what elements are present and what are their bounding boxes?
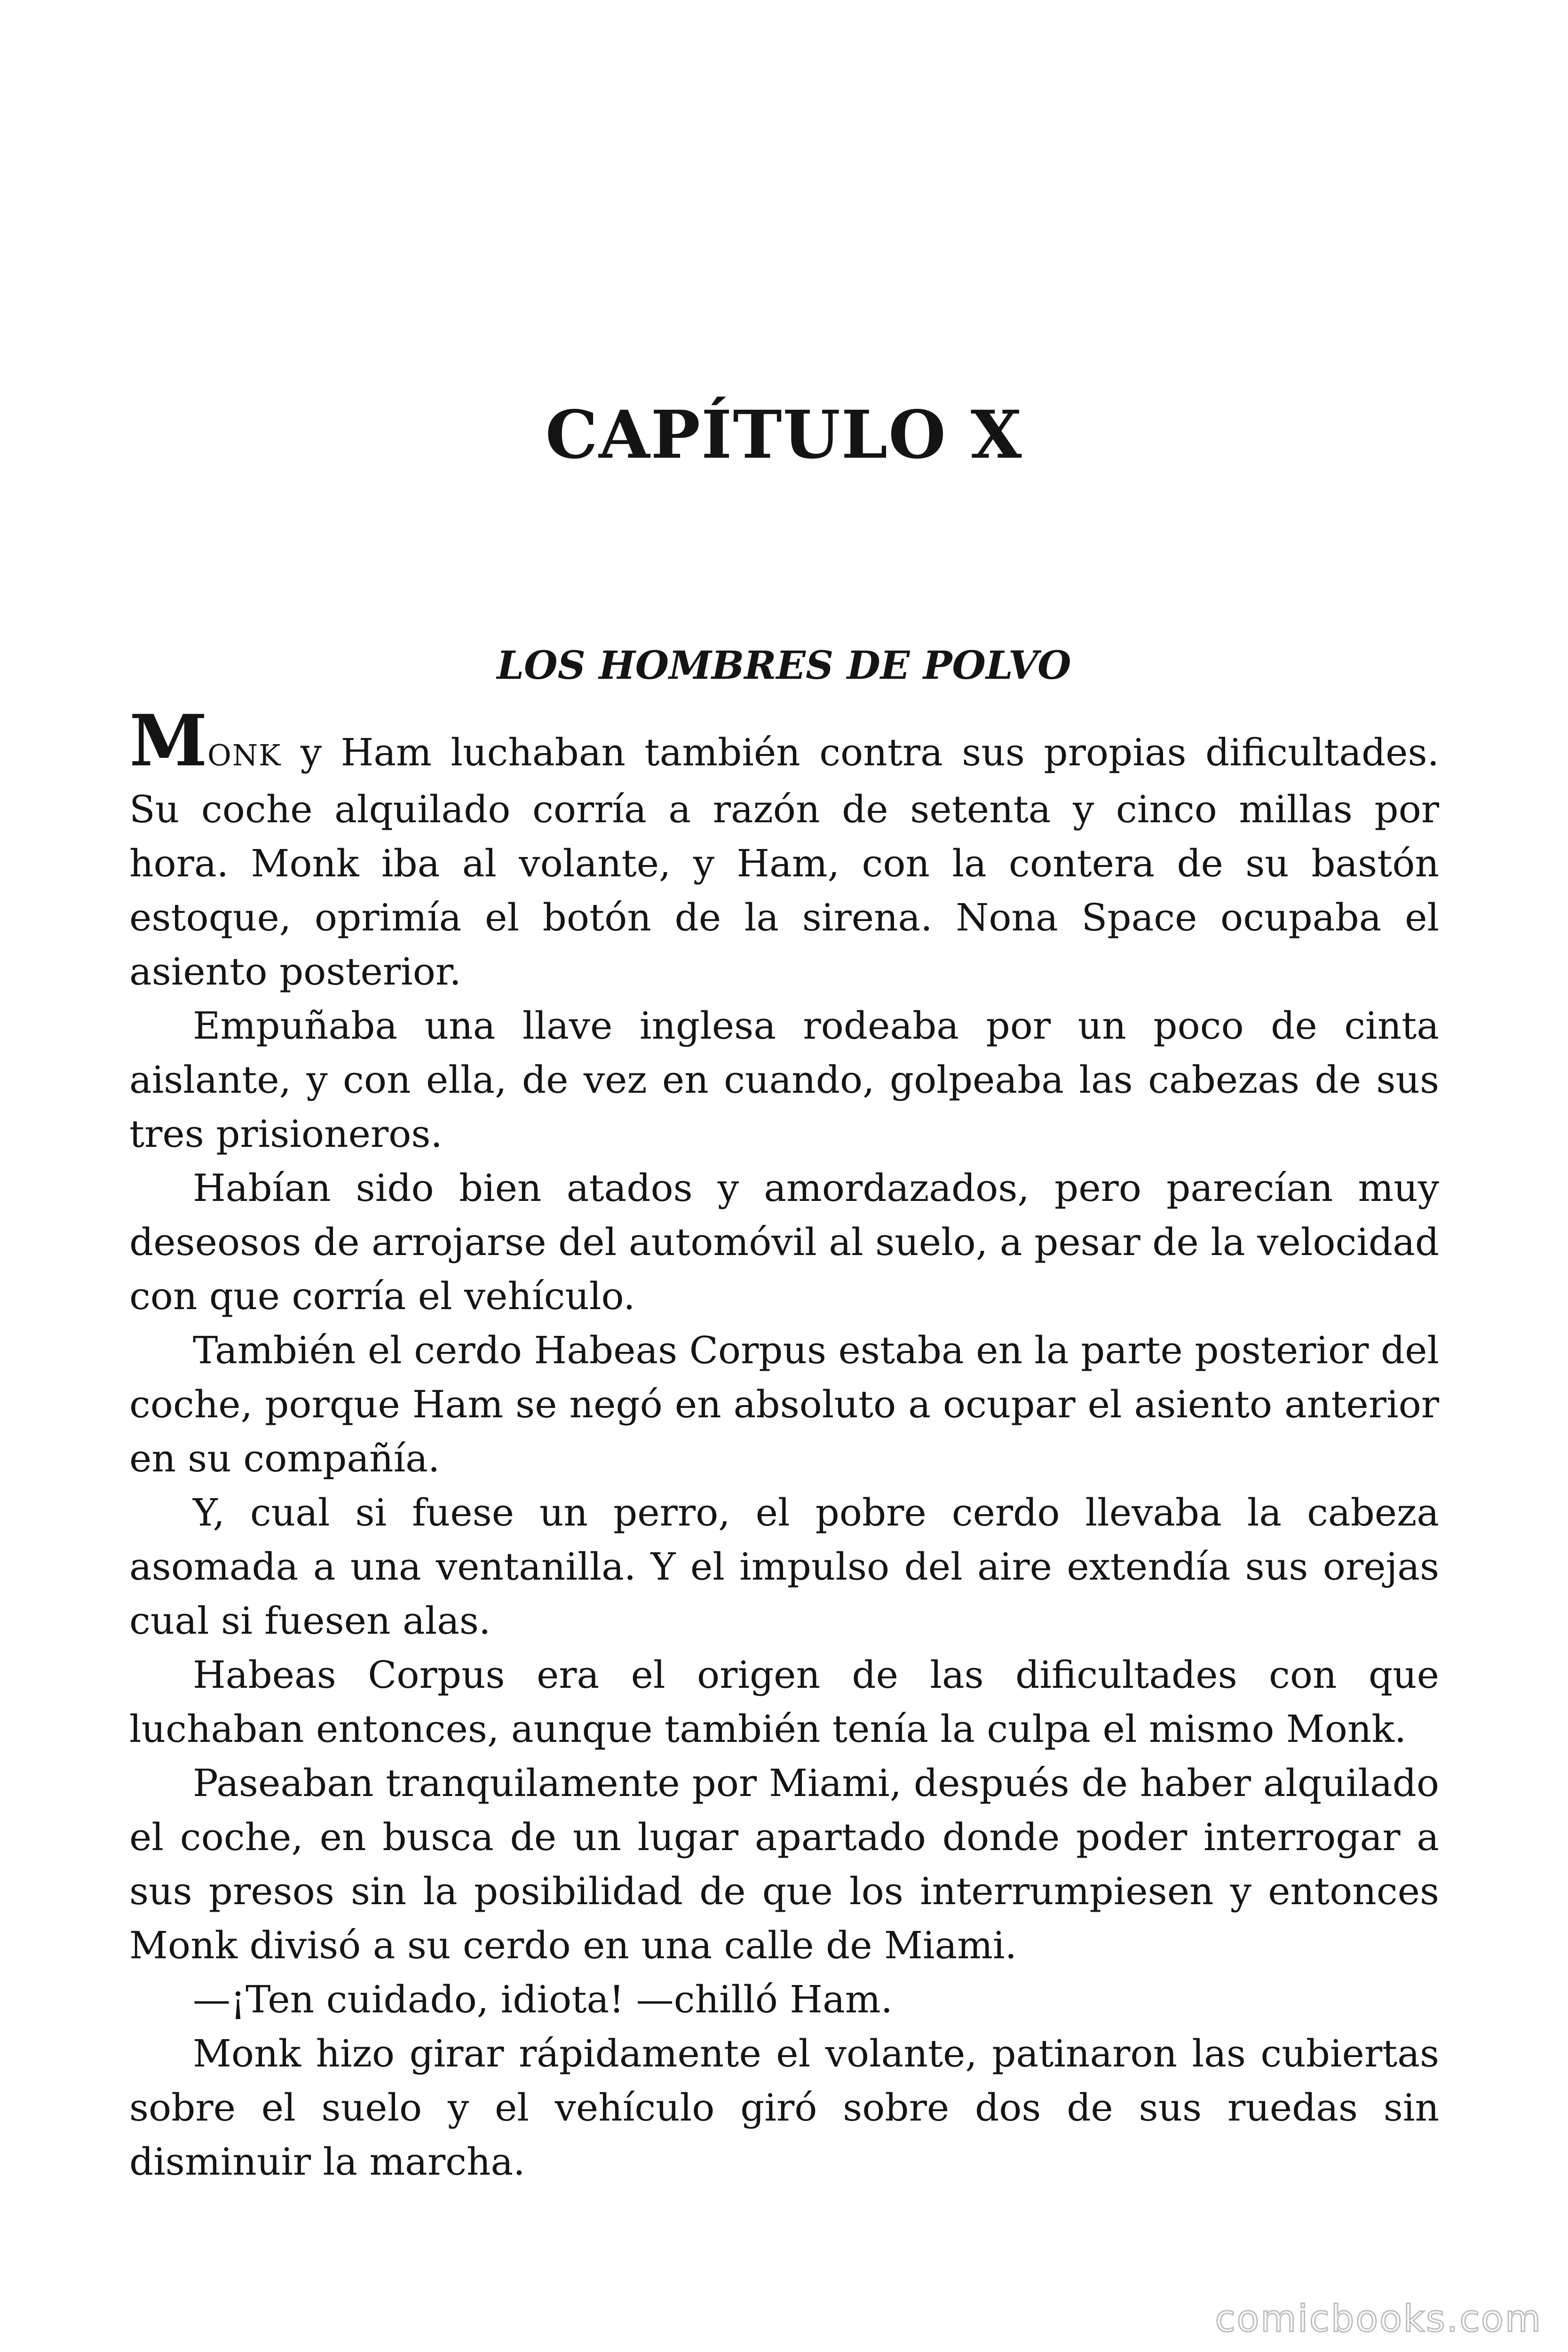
drop-cap: M [129,699,208,782]
watermark: comicbooks.com [1215,2298,1542,2340]
paragraph-4: También el cerdo Habeas Corpus estaba en la parte posterior del coche, porque Ham se negó en absoluto a ocupar el asiento anterior en su compañía. [129,1328,1439,1480]
section-title: LOS HOMBRES DE POLVO [497,643,1071,688]
paragraph-7: Paseaban tranquilamente por Miami, después de haber alquilado el coche, en busca de un lugar apartado donde poder interrogar a sus presos sin la posibilidad de que los interrumpiesen y entonces Monk divisó a su cerdo en una calle de Miami. [129,1761,1439,1967]
paragraph-2: Empuñaba una llave inglesa rodeaba por un poco de cinta aislante, y con ella, de vez en cuando, golpeaba las cabezas de sus tres prisioneros. [129,1004,1439,1156]
chapter-body [129,699,1439,2189]
paragraph-5: Y, cual si fuese un perro, el pobre cerdo llevaba la cabeza asomada a una ventanilla. Y el impulso del aire extendía sus orejas cual si fuesen alas. [129,1491,1439,1643]
paragraph-6: Habeas Corpus era el origen de las dificultades con que luchaban entonces, aunque también tenía la culpa el mismo Monk. [129,1653,1439,1751]
paragraph-9: Monk hizo girar rápidamente el volante, patinaron las cubiertas sobre el suelo y el vehículo giró sobre dos de sus ruedas sin disminuir la marcha. [129,2032,1439,2184]
paragraph-8: —¡Ten cuidado, idiota! —chilló Ham. [193,1978,893,2021]
paragraph-3: Habían sido bien atados y amordazados, pero parecían muy deseosos de arrojarse del automóvil al suelo, a pesar de la velocidad con que corría el vehículo. [129,1166,1439,1318]
first-word-smallcaps: ONK [207,738,282,772]
paragraph-1 [129,699,1439,999]
chapter-title: CAPÍTULO X [545,397,1023,474]
paragraph-1-text: y Ham luchaban también contra sus propias dificultades. Su coche alquilado corría a razón de setenta y cinco millas por hora. Monk iba al volante, y Ham, con la contera de su bastón estoque, oprimía el botón de la sirena. Nona Space ocupaba el asiento posterior. [129,731,1439,993]
